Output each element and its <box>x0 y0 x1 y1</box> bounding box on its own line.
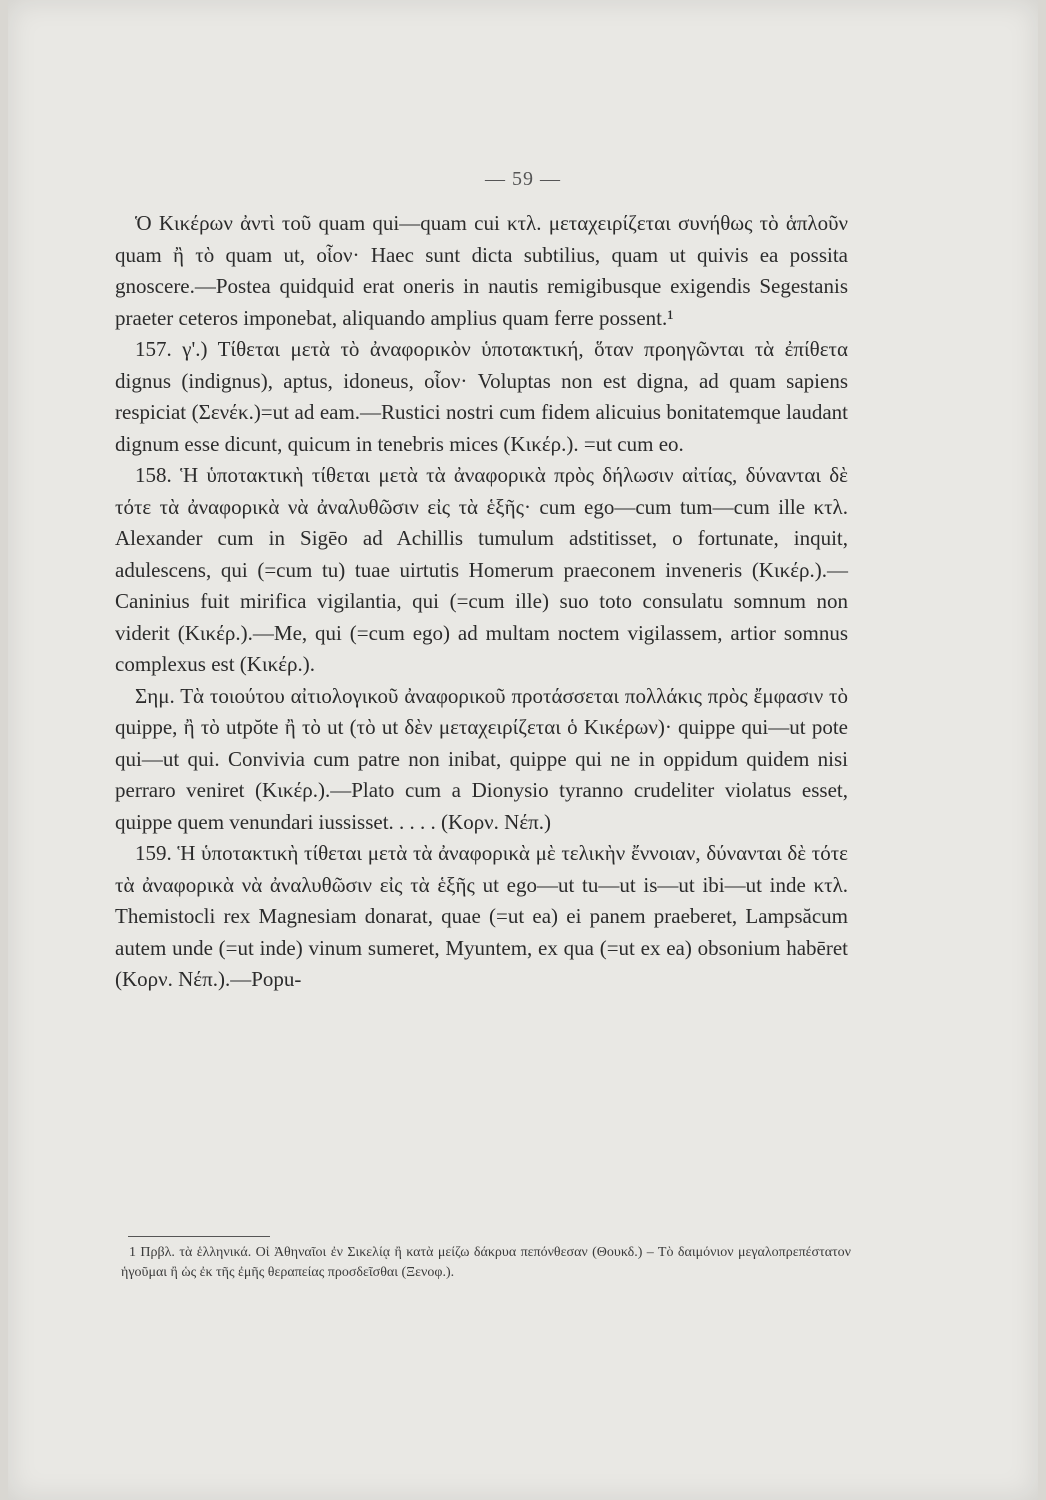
paragraph-159: 159. Ἡ ὑποτακτικὴ τίθεται μετὰ τὰ ἀναφορικὰ μὲ τελικὴν ἔννοιαν, δύνανται δὲ τότε τὰ ἀναφορικὰ νὰ ἀναλυθῶσιν εἰς τὰ ἑξῆς ut ego—ut tu—ut is—ut ibi—ut inde κτλ. Themistocli rex Magnesiam donarat, quae (=ut ea) ei panem praeberet, Lampsăcum autem unde (=ut inde) vinum sumeret, Myuntem, ex qua (=ut ex ea) obsonium habēret (Κορν. Νέπ.).—Popu- <box>115 841 848 991</box>
paragraph-158: 158. Ἡ ὑποτακτικὴ τίθεται μετὰ τὰ ἀναφορικὰ πρὸς δήλωσιν αἰτίας, δύνανται δὲ τότε τὰ ἀναφορικὰ νὰ ἀναλυθῶσιν εἰς τὰ ἑξῆς· cum ego—cum tum—cum ille κτλ. Alexander cum in Sigēo ad Achillis tumulum adstitisset, o fortunate, inquit, adulescens, qui (=cum tu) tuae uirtutis Homerum praeconem inveneris (Κικέρ.).—Caninius fuit mirifica vigilantia, qui (=cum ille) suo toto consulatu somnum non viderit (Κικέρ.).—Me, qui (=cum ego) ad multam noctem vigilassem, artior somnus complexus est (Κικέρ.). <box>115 463 848 676</box>
page-number: — 59 — <box>485 168 561 190</box>
paragraph-157: 157. γ'.) Τίθεται μετὰ τὸ ἀναφορικὸν ὑποτακτική, ὅταν προηγῶνται τὰ ἐπίθετα dignus (indignus), aptus, idoneus, οἷον· Voluptas non est digna, ad quam sapiens respiciat (Σενέκ.)=ut ad eam.—Rustici nostri cum fidem alicuius bonitatemque laudant dignum esse dicunt, quicum in tenebris mices (Κικέρ.). =ut cum eo. <box>115 337 848 456</box>
paragraph-intro: Ὁ Κικέρων ἀντὶ τοῦ quam qui—quam cui κτλ. μεταχειρίζεται συνήθως τὸ ἁπλοῦν quam ἢ τὸ quam ut, οἷον· Haec sunt dicta subtilius, quam ut quivis ea possita gnoscere.—Postea quidquid erat oneris in nautis remigibusque exigendis Segestanis praeter ceteros imponebat, aliquando amplius quam ferre possent.¹ <box>115 211 848 330</box>
main-text <box>115 208 848 996</box>
footnote-1: 1 Πρβλ. τὰ ἑλληνικά. Οἱ Ἀθηναῖοι ἐν Σικελίᾳ ἢ κατὰ μείζω δάκρυα πεπόνθεσαν (Θουκδ.) – Τὸ δαιμόνιον μεγαλοπρεπέστατον ἡγοῦμαι ἢ ὡς ἐκ τῆς ἐμῆς θεραπείας προσδεῖσθαι (Ξενοφ.). <box>121 1245 851 1280</box>
footnotes <box>121 1243 851 1283</box>
paragraph-note: Σημ. Τὰ τοιούτου αἰτιολογικοῦ ἀναφορικοῦ προτάσσεται πολλάκις πρὸς ἔμφασιν τὸ quippe, ἢ τὸ utpŏte ἢ τὸ ut (τὸ ut δὲν μεταχειρίζεται ὁ Κικέρων)· quippe qui—ut pote qui—ut qui. Convivia cum patre non inibat, quippe qui ne in oppidum quidem nisi perraro veniret (Κικέρ.).—Plato cum a Dionysio tyranno crudeliter violatus esset, quippe quem venundari iussisset. . . . . (Κορν. Νέπ.) <box>115 683 848 834</box>
book-page <box>8 0 1038 1500</box>
footnote-separator <box>128 1236 270 1237</box>
